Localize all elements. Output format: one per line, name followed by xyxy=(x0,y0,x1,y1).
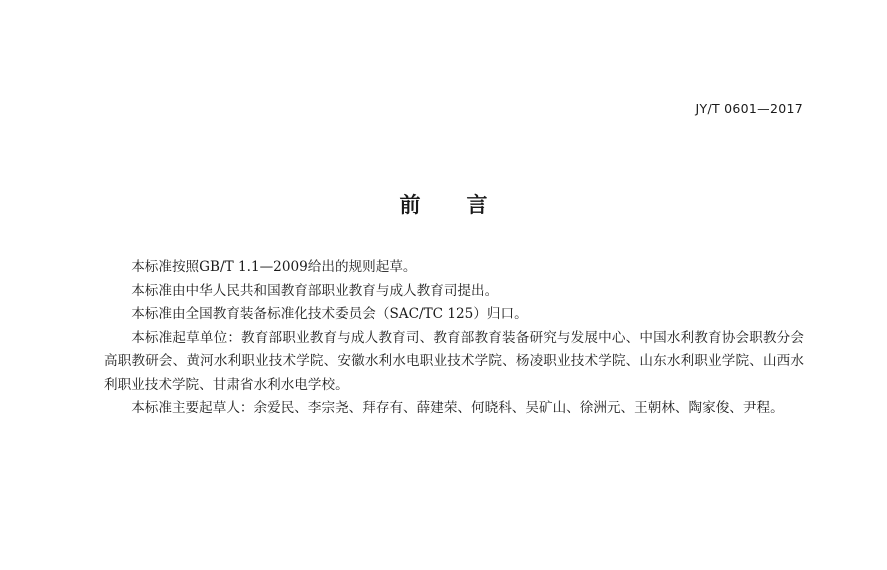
page-title xyxy=(0,189,887,219)
paragraph-drafting-rules: 本标准按照GB/T 1.1—2009给出的规则起草。 xyxy=(131,259,417,275)
title-char-2: 言 xyxy=(466,193,488,217)
paragraph-centralized-by: 本标准由全国教育装备标准化技术委员会（SAC/TC 125）归口。 xyxy=(131,306,528,322)
paragraph-main-drafters: 本标准主要起草人：余爱民、李宗尧、拜存有、薛建荣、何晓科、吴矿山、徐洲元、王朝林、陶家俊、尹程。 xyxy=(131,400,784,416)
standard-code: JY/T 0601—2017 xyxy=(695,101,803,116)
paragraph-proposer: 本标准由中华人民共和国教育部职业教育与成人教育司提出。 xyxy=(131,282,499,299)
title-char-1: 前 xyxy=(399,193,421,217)
foreword-body xyxy=(104,256,804,421)
paragraph-drafting-units: 本标准起草单位：教育部职业教育与成人教育司、教育部教育装备研究与发展中心、中国水利教育协会职教分会高职教研会、黄河水利职业技术学院、安徽水利水电职业技术学院、杨凌职业技术学院、山东水利职业学院、山西水利职业技术学院、甘肃省水利水电学校。 xyxy=(104,329,804,393)
